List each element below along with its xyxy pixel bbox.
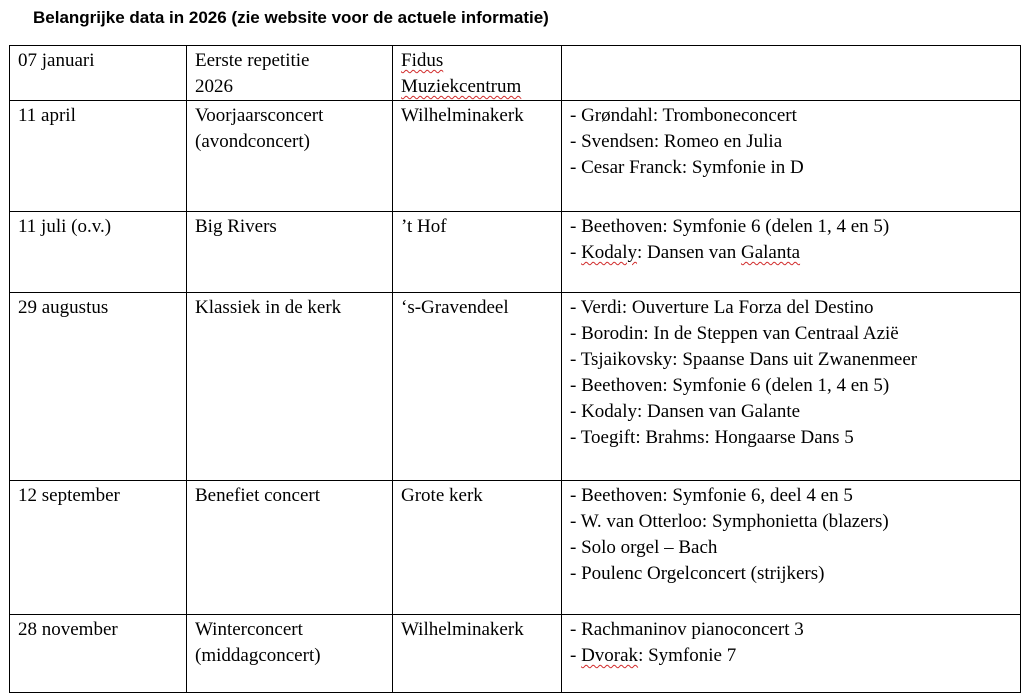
- table-row: [10, 212, 1021, 293]
- location-cell: Wilhelminakerk: [393, 615, 562, 693]
- event-cell: Benefiet concert: [187, 481, 393, 615]
- program-item: - Beethoven: Symfonie 6 (delen 1, 4 en 5): [570, 375, 890, 396]
- location-cell: Fidus Muziekcentrum: [393, 46, 562, 101]
- program-item: - Borodin: In de Steppen van Centraal Azië: [570, 323, 899, 344]
- program-item: - Beethoven: Symfonie 6 (delen 1, 4 en 5): [570, 216, 890, 237]
- table-row: [10, 101, 1021, 212]
- program-item: - Verdi: Ouverture La Forza del Destino: [570, 297, 874, 318]
- program-work-word: Galanta: [740, 242, 801, 263]
- date-cell: 12 september: [10, 481, 187, 615]
- table-row: [10, 615, 1021, 693]
- program-cell: [562, 615, 1021, 693]
- location-cell: ’t Hof: [393, 212, 562, 293]
- date-cell: 29 augustus: [10, 293, 187, 481]
- date-cell: 11 juli (o.v.): [10, 212, 187, 293]
- program-item: - Poulenc Orgelconcert (strijkers): [570, 563, 825, 584]
- date-cell: 28 november: [10, 615, 187, 693]
- event-cell: Big Rivers: [187, 212, 393, 293]
- program-item: - Kodaly: Dansen van Galanta: [570, 242, 801, 263]
- location-cell: Wilhelminakerk: [393, 101, 562, 212]
- date-cell: 07 januari: [10, 46, 187, 101]
- document-heading: Belangrijke data in 2026 (zie website voor de actuele informatie): [33, 8, 549, 27]
- event-cell: Klassiek in de kerk: [187, 293, 393, 481]
- program-item: - Rachmaninov pianoconcert 3: [570, 619, 804, 640]
- event-cell: Winterconcert (middagconcert): [187, 615, 393, 693]
- event-cell: Voorjaarsconcert (avondconcert): [187, 101, 393, 212]
- program-item: - Kodaly: Dansen van Galante: [570, 401, 801, 422]
- program-cell: [562, 46, 1021, 101]
- program-cell: [562, 101, 1021, 212]
- program-cell: [562, 212, 1021, 293]
- program-item: - Beethoven: Symfonie 6, deel 4 en 5: [570, 485, 853, 506]
- program-item: - Tsjaikovsky: Spaanse Dans uit Zwanenmeer: [570, 349, 918, 370]
- location-cell: ‘s-Gravendeel: [393, 293, 562, 481]
- program-item: - Dvorak: Symfonie 7: [570, 645, 737, 666]
- program-composer: Kodaly: [581, 242, 638, 263]
- program-item: - Svendsen: Romeo en Julia: [570, 131, 783, 152]
- program-cell: [562, 481, 1021, 615]
- table-row: [10, 293, 1021, 481]
- event-cell: Eerste repetitie 2026: [187, 46, 393, 101]
- program-cell: [562, 293, 1021, 481]
- table-row: [10, 46, 1021, 101]
- program-work: : Symfonie 7: [638, 645, 737, 666]
- location-cell: Grote kerk: [393, 481, 562, 615]
- table-row: [10, 481, 1021, 615]
- program-item: - Toegift: Brahms: Hongaarse Dans 5: [570, 427, 854, 448]
- program-item: - Cesar Franck: Symfonie in D: [570, 157, 804, 178]
- program-work: : Dansen van: [637, 242, 741, 263]
- program-composer: Dvorak: [581, 645, 639, 666]
- date-cell: 11 april: [10, 101, 187, 212]
- program-item: - W. van Otterloo: Symphonietta (blazers): [570, 511, 889, 532]
- program-item: - Grøndahl: Tromboneconcert: [570, 105, 797, 126]
- schedule-table: [9, 45, 1021, 693]
- program-item: - Solo orgel – Bach: [570, 537, 718, 558]
